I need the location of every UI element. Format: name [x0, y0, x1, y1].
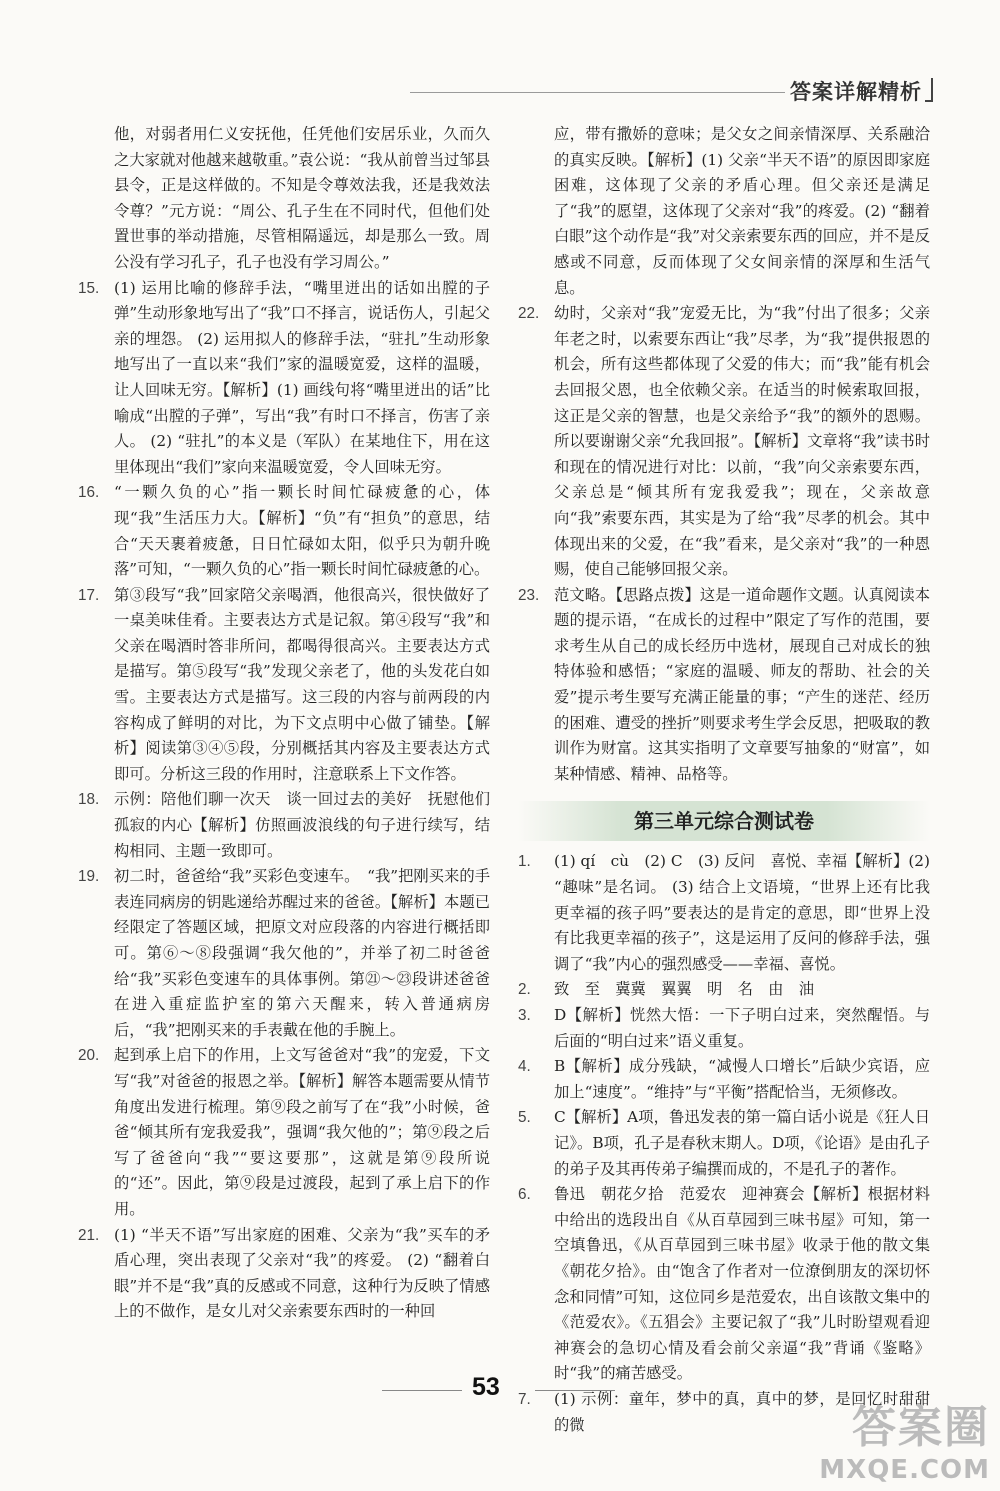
answer-number: 20.	[78, 1047, 100, 1065]
answer-text: 他，对弱者用仁义安抚他，任凭他们安居乐业，久而久之大家就对他越来越敬重。”袁公说：“我从前曾当过邹县县令，正是这样做的。不知是令尊效法我，还是我效法令尊？”元方说：“周公、孔子生在不同时代，但他们处置世事的举动措施，尽管相隔遥远，却是那么一致。周公没有学习孔子，孔子也没有学习周公。”	[114, 125, 490, 271]
left-column	[78, 122, 490, 1325]
answer-item	[518, 1182, 930, 1387]
answer-number: 4.	[518, 1058, 531, 1076]
answer-number: 3.	[518, 1007, 531, 1024]
answer-text: 第③段写“我”回家陪父亲喝酒，他很高兴，很快做好了一桌美味佳肴。主要表达方式是记叙。第④段写“我”和父亲在喝酒时答非所问，都喝得很高兴。主要表达方式是描写。第⑤段写“我”发现父亲老了，他的头发花白如雪。主要表达方式是描写。这三段的内容与前两段的内容构成了鲜明的对比，为下文点明中心做了铺垫。【解析】阅读第③④⑤段，分别概括其内容及主要表达方式即可。分析这三段的作用时，注意联系上下文作答。	[114, 585, 490, 783]
answer-item	[78, 480, 490, 582]
answer-item	[518, 849, 930, 977]
answer-text: 鲁迅 朝花夕拾 范爱农 迎神赛会【解析】根据材料中给出的选段出自《从百草园到三味书屋》可知，第一空填鲁迅，《从百草园到三味书屋》收录于他的散文集《朝花夕拾》。由“饱含了作者对一位潦倒朋友的深切怀念和同情”可知，这位同乡是范爱农，出自该散文集中的《范爱农》。《五猖会》主要记叙了“我”儿时盼望观看迎神赛会的急切心情及看会前父亲逼“我”背诵《鉴略》时“我”的痛苦感受。	[554, 1185, 930, 1383]
answer-text: 应，带有撒娇的意味；是父女之间亲情深厚、关系融洽的真实反映。【解析】(1) 父亲“半天不语”的原因即家庭困难，这体现了父亲的矛盾心理。但父亲还是满足了“我”的愿望，这体现了父亲对“我”的疼爱。(2) “翻着白眼”这个动作是“我”对父亲索要东西的回应，并不是反感或不同意，反而体现了父女间亲情的深厚和生活气息。	[554, 125, 930, 297]
answer-item	[518, 977, 930, 1003]
header-rule	[410, 92, 785, 93]
answer-number: 21.	[78, 1226, 100, 1244]
header-bracket	[925, 78, 933, 102]
answer-item	[518, 301, 930, 583]
answer-text: 起到承上启下的作用，上文写爸爸对“我”的宠爱，下文写“我”对爸爸的报恩之举。【解析】解答本题需要从情节角度出发进行梳理。第⑨段之前写了在“我”小时候，爸爸“倾其所有宠我爱我”，强调“我欠他的”；第⑨段之后写了爸爸向“我”“要这要那”，这就是第⑨段所说的“还”。因此，第⑨段是过渡段，起到了承上启下的作用。	[114, 1046, 490, 1218]
answer-item	[78, 864, 490, 1043]
answer-text: 示例：陪他们聊一次天 谈一回过去的美好 抚慰他们孤寂的内心【解析】仿照画波浪线的句子进行续写，结构相同、主题一致即可。	[114, 790, 490, 860]
answer-text: 幼时，父亲对“我”宠爱无比，为“我”付出了很多；父亲年老之时，以索要东西让“我”尽孝，为“我”提供报恩的机会，所有这些都体现了父爱的伟大；而“我”能有机会去回报父恩，也全依赖父亲。在适当的时候索取回报，这正是父亲的智慧，也是父亲给予“我”的额外的恩赐。所以要谢谢父亲“允我回报”。【解析】文章将“我”读书时和现在的情况进行对比：以前，“我”向父亲索要东西，父亲总是“倾其所有宠我爱我”；现在，父亲故意向“我”索要东西，其实是为了给“我”尽孝的机会。其中体现出来的父爱，在“我”看来，是父亲对“我”的一种恩赐，使自己能够回报父亲。	[554, 304, 930, 579]
answer-text: (1) “半天不语”写出家庭的困难、父亲为“我”买车的矛盾心理，突出表现了父亲对“我”的疼爱。 (2) “翻着白眼”并不是“我”真的反感或不同意，这种行为反映了情感上的不做作，是女儿对父亲索要东西时的一种回	[114, 1225, 490, 1321]
answer-number: 23.	[518, 586, 540, 604]
answer-item	[518, 1003, 930, 1054]
watermark-text: 答案圈	[852, 1402, 990, 1453]
answer-item	[78, 1043, 490, 1222]
watermark-logo	[819, 1391, 990, 1485]
answer-item	[78, 122, 490, 276]
answer-number: 19.	[78, 868, 100, 886]
answer-number: 5.	[518, 1109, 531, 1127]
answer-number: 1.	[518, 853, 531, 871]
answer-item	[78, 583, 490, 788]
answer-number: 22.	[518, 305, 540, 323]
answer-number: 17.	[78, 586, 100, 604]
answer-item	[78, 1223, 490, 1325]
answer-text: (1) 运用比喻的修辞手法，“嘴里迸出的话如出膛的子弹”生动形象地写出了“我”口不择言，说话伤人，引起父亲的埋怨。 (2) 运用拟人的修辞手法，“驻扎”生动形象地写出了一直以来“我们”家的温暖宽爱，这样的温暖，让人回味无穷。【解析】(1) 画线句将“嘴里迸出的话”比喻成“出膛的子弹”，写出“我”有时口不择言，伤害了亲人。 (2) “驻扎”的本义是（军队）在某地住下，用在这里体现出“我们”家向来温暖宽爱，令人回味无穷。	[114, 278, 490, 476]
answer-text: C【解析】A项，鲁迅发表的第一篇白话小说是《狂人日记》。B项，孔子是春秋末期人。D项，《论语》是由孔子的弟子及其再传弟子编撰而成的，不是孔子的著作。	[554, 1108, 930, 1178]
answer-number: 15.	[78, 279, 100, 297]
page-number: 53	[472, 1373, 500, 1401]
answer-text: 致 至 冀冀 翼翼 明 名 由 油	[554, 980, 815, 999]
answer-text: B【解析】成分残缺，“减慢人口增长”后缺少宾语，应加上“速度”。“维持”与“平衡”搭配恰当，无须修改。	[554, 1057, 930, 1101]
answer-number: 18.	[78, 791, 100, 809]
answer-item	[518, 583, 930, 788]
answer-text: 范文略。【思路点拨】这是一道命题作文题。认真阅读本题的提示语，“在成长的过程中”限定了写作的范围，要求考生从自己的成长经历中选材，展现自己对成长的独特体验和感悟；“家庭的温暖、师友的帮助、社会的关爱”提示考生要写充满正能量的事；“产生的迷茫、经历的困难、遭受的挫折”则要求考生学会反思，把吸取的教训作为财富。这其实指明了文章要写抽象的“财富”，如某种情感、精神、品格等。	[554, 585, 930, 783]
answer-number: 2.	[518, 981, 531, 999]
answer-text: D【解析】恍然大悟：一下子明白过来，突然醒悟。与后面的“明白过来”语义重复。	[554, 1006, 930, 1050]
answer-item	[78, 787, 490, 864]
answer-item	[518, 1054, 930, 1105]
answer-item	[518, 122, 930, 301]
answer-number: 6.	[518, 1186, 531, 1204]
section-title: 第三单元综合测试卷	[518, 801, 930, 841]
answer-item	[78, 276, 490, 481]
answer-text: “一颗久负的心”指一颗长时间忙碌疲惫的心，体现“我”生活压力大。【解析】“负”有“担负”的意思，结合“天天裹着疲惫，日日忙碌如太阳，似乎只为朝升晚落”可知，“一颗久负的心”指一颗长时间忙碌疲惫的心。	[114, 483, 490, 579]
answer-text: 初二时，爸爸给“我”买彩色变速车。 “我”把刚买来的手表连同病房的钥匙递给苏醒过来的爸爸。【解析】本题已经限定了答题区域，把原文对应段落的内容进行概括即可。第⑥～⑧段强调“我欠他的”，并举了初二时爸爸给“我”买彩色变速车的具体事例。第㉑～㉓段讲述爸爸在进入重症监护室的第六天醒来，转入普通病房后，“我”把刚买来的手表戴在他的手腕上。	[114, 867, 490, 1039]
page-number-rule-left	[382, 1390, 462, 1391]
answer-number: 7.	[518, 1390, 531, 1408]
watermark-url: MXQE.COM	[819, 1455, 990, 1485]
answer-text: (1) 示例：童年，梦中的真，真中的梦，是回忆时甜甜的微	[554, 1389, 930, 1434]
header-title: 答案详解精析	[790, 80, 922, 104]
page-number-rule-right	[535, 1390, 615, 1391]
answer-item	[518, 1105, 930, 1182]
answer-text: (1) qí cù (2) C (3) 反问 喜悦、幸福【解析】(2) “趣味”是名词。 (3) 结合上文语境，“世界上还有比我更幸福的孩子吗”要表达的是肯定的意思，即“世界上没有比我更幸福的孩子”，这是运用了反问的修辞手法，强调了“我”内心的强烈感受——幸福、喜悦。	[554, 852, 930, 973]
right-column	[518, 122, 930, 1438]
answer-number: 16.	[78, 484, 100, 502]
